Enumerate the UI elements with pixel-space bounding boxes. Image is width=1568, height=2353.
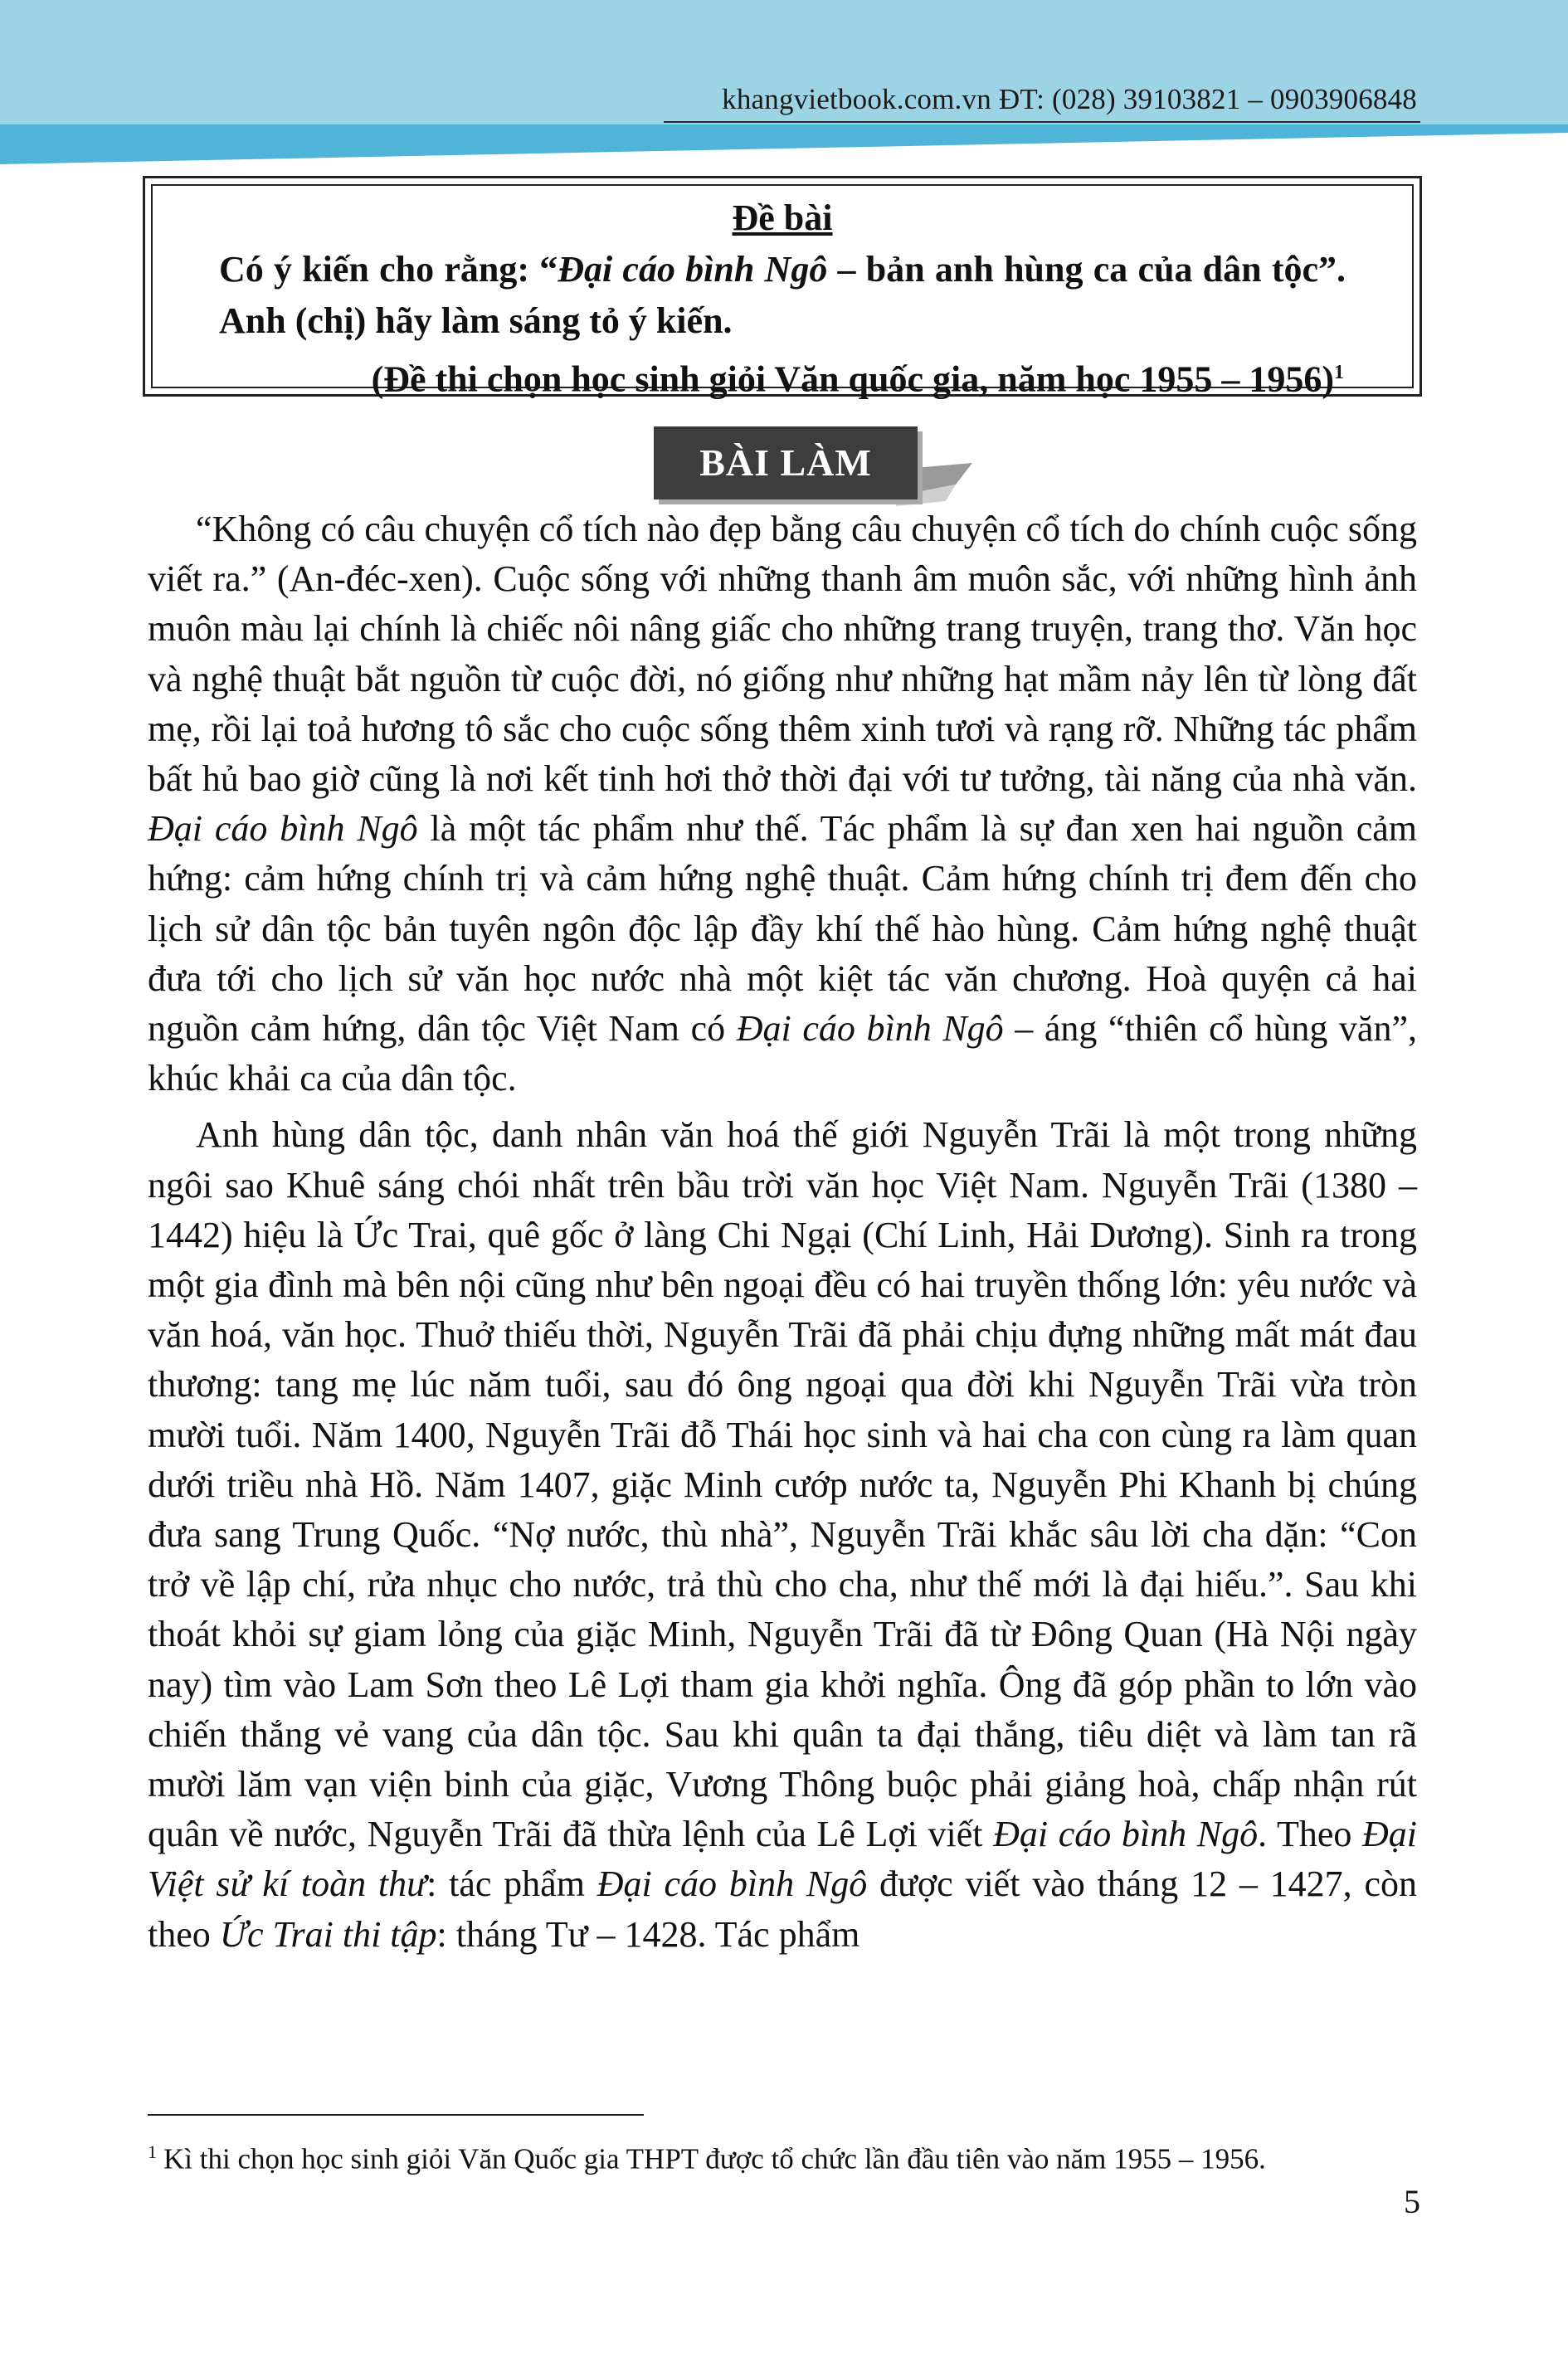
topic-source-text: (Đề thi chọn học sinh giỏi Văn quốc gia, năm học 1955 – 1956) (371, 358, 1334, 400)
p2-source-title-1: Đại Việt sử kí toàn thư (148, 1814, 1417, 1905)
footnote-text: Kì thi chọn học sinh giỏi Văn Quốc gia THPT được tổ chức lần đầu tiên vào năm 1955 – 1956. (163, 2142, 1266, 2175)
topic-prompt (219, 244, 1346, 347)
footnote (148, 2134, 1417, 2178)
topic-work-title: Đại cáo bình Ngô (558, 249, 828, 290)
topic-rest: – bản anh hùng ca của dân tộc”. Anh (chị) hãy làm sáng tỏ ý kiến. (219, 249, 1346, 341)
topic-box (143, 176, 1422, 400)
p2-text-g: được viết vào tháng 12 – 1427, còn theo (148, 1863, 1417, 1955)
p2-source-title-2: Ức Trai thi tập (219, 1913, 437, 1955)
section-heading-label: BÀI LÀM (699, 441, 872, 484)
p2-text-c: . Theo (1258, 1814, 1362, 1855)
p1-text-c: là một tác phẩm như thế. Tác phẩm là sự đan xen hai nguồn cảm hứng: cảm hứng chính trị và cảm hứng nghệ thuật. Cảm hứng chính trị đem đến cho lịch sử dân tộc bản tuyên ngôn độc lập đầy khí thế hào hùng. Cảm hứng nghệ thuật đưa tới cho lịch sử văn học nước nhà một kiệt tác văn chương. Hoà quyện cả hai nguồn cảm hứng, dân tộc Việt Nam có (148, 808, 1417, 1050)
p2-text-a: Anh hùng dân tộc, danh nhân văn hoá thế giới Nguyễn Trãi là một trong những ngôi sao Khuê sáng chói nhất trên bầu trời văn học Việt Nam. Nguyễn Trãi (1380 – 1442) hiệu là Ức Trai, quê gốc ở làng Chi Ngại (Chí Linh, Hải Dương). Sinh ra trong một gia đình mà bên nội cũng như bên ngoại đều có hai truyền thống lớn: yêu nước và văn hoá, văn học. Thuở thiếu thời, Nguyễn Trãi đã phải chịu đựng những mất mát đau thương: tang mẹ lúc năm tuổi, sau đó ông ngoại qua đời khi Nguyễn Trãi vừa tròn mười tuổi. Năm 1400, Nguyễn Trãi đỗ Thái học sinh và hai cha con cùng ra làm quan dưới triều nhà Hồ. Năm 1407, giặc Minh cướp nước ta, Nguyễn Phi Khanh bị chúng đưa sang Trung Quốc. “Nợ nước, thù nhà”, Nguyễn Trãi khắc sâu lời cha dặn: “Con trở về lập chí, rửa nhục cho nước, trả thù cho cha, như thế mới là đại hiếu.”. Sau khi thoát khỏi sự giam lỏng của giặc Minh, Nguyễn Trãi đã từ Đông Quan (Hà Nội ngày nay) tìm vào Lam Sơn theo Lê Lợi tham gia khởi nghĩa. Ông đã góp phần to lớn vào chiến thắng vẻ vang của dân tộc. Sau khi quân ta đại thắng, tiêu diệt và làm tan rã mười lăm vạn viện binh của giặc, Vương Thông buộc phải giảng hoà, chấp nhận rút quân về nước, Nguyễn Trãi đã thừa lệnh của Lê Lợi viết (148, 1114, 1417, 1855)
p1-text-e: – áng “thiên cổ hùng văn”, khúc khải ca của dân tộc. (148, 1008, 1417, 1099)
p2-text-e: : tác phẩm (426, 1863, 597, 1905)
topic-prefix: Có ý kiến cho rằng: “ (219, 249, 558, 290)
paragraph-1 (148, 504, 1417, 1103)
footnote-marker: 1 (148, 2141, 157, 2162)
page-number: 5 (1404, 2183, 1420, 2220)
topic-source (219, 347, 1346, 406)
essay-body (148, 504, 1417, 1966)
topic-title: Đề bài (732, 197, 833, 238)
p1-work-title-2: Đại cáo bình Ngô (736, 1008, 1004, 1050)
p1-work-title-1: Đại cáo bình Ngô (148, 808, 418, 850)
p2-work-title-2: Đại cáo bình Ngô (597, 1863, 868, 1905)
footnote-ref[interactable]: 1 (1334, 362, 1344, 383)
section-heading (647, 420, 979, 511)
topic-inner (151, 184, 1414, 400)
header-contact: khangvietbook.com.vn ĐT: (028) 39103821 – 0903906848 (722, 83, 1417, 115)
paragraph-2 (148, 1110, 1417, 1959)
p1-text-a: “Không có câu chuyện cổ tích nào đẹp bằng câu chuyện cổ tích do chính cuộc sống viết ra.” (An-đéc-xen). Cuộc sống với những thanh âm muôn sắc, với những hình ảnh muôn màu lại chính là chiếc nôi nâng giấc cho những trang truyện, trang thơ. Văn học và nghệ thuật bắt nguồn từ cuộc đời, nó giống như những hạt mầm nảy lên từ lòng đất mẹ, rồi lại toả hương tô sắc cho cuộc sống thêm xinh tươi và rạng rỡ. Những tác phẩm bất hủ bao giờ cũng là nơi kết tinh hơi thở thời đại với tư tưởng, tài năng của nhà văn. (148, 509, 1417, 800)
p2-text-i: : tháng Tư – 1428. Tác phẩm (436, 1913, 860, 1955)
footnote-separator (148, 2114, 644, 2116)
p2-work-title-1: Đại cáo bình Ngô (993, 1814, 1259, 1855)
